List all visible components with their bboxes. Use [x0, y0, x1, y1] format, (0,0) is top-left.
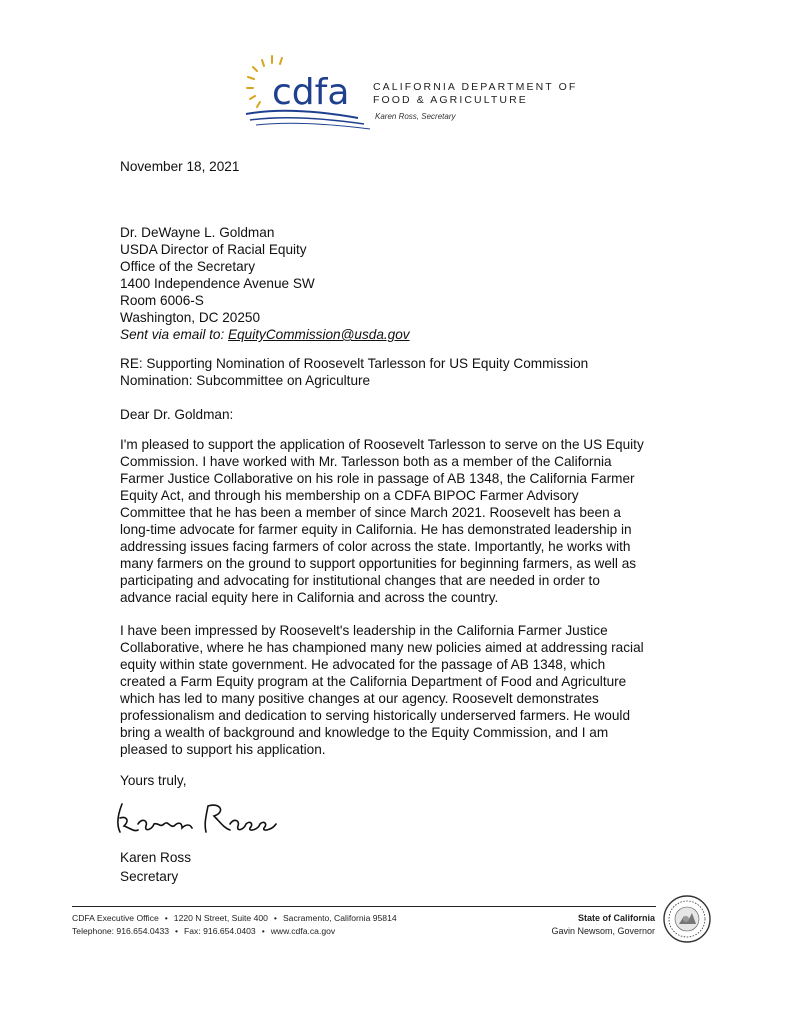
paragraph-line: long-time advocate for farmer equity in California. He has demonstrated leadership in	[120, 522, 632, 537]
recipient-title: USDA Director of Racial Equity	[120, 242, 307, 257]
recipient-street: 1400 Independence Avenue SW	[120, 276, 315, 291]
paragraph-line: Commission. I have worked with Mr. Tarlesson both as a member of the California	[120, 454, 612, 469]
sent-via-email	[120, 326, 410, 343]
paragraph-line: I'm pleased to support the application of Roosevelt Tarlesson to serve on the US Equity	[120, 437, 644, 452]
paragraph-line: professionalism and dedication to serving historically underserved farmers. He would	[120, 708, 631, 723]
subject-block	[120, 355, 588, 389]
paragraph-line: many farmers on the ground to support opportunities for beginning farmers, as well as	[120, 556, 637, 571]
footer-website[interactable]: www.cdfa.ca.gov	[270, 926, 336, 936]
footer-city: Sacramento, California 95814	[282, 913, 397, 923]
state-seal-icon	[662, 894, 712, 944]
recipient-room: Room 6006-S	[120, 293, 204, 308]
email-link[interactable]: EquityCommission@usda.gov	[228, 327, 410, 342]
handwritten-signature	[108, 794, 283, 840]
paragraph-1	[120, 436, 668, 606]
footer-fax: Fax: 916.654.0403	[184, 926, 256, 936]
recipient-address	[120, 224, 410, 343]
subject-line: RE: Supporting Nomination of Roosevelt Tarlesson for US Equity Commission	[120, 356, 589, 371]
recipient-name: Dr. DeWayne L. Goldman	[120, 225, 275, 240]
closing: Yours truly,	[120, 773, 187, 788]
cdfa-logo	[240, 52, 380, 130]
nomination-line: Nomination: Subcommittee on Agriculture	[120, 373, 371, 388]
paragraph-line: advance racial equity here in California and across the country.	[120, 590, 499, 605]
paragraph-line: Collaborative, where he has championed many new policies aimed at addressing racial	[120, 640, 644, 655]
paragraph-line: Committee that he has been a member of since March 2021. Roosevelt has been a	[120, 505, 621, 520]
paragraph-line: Equity Act, and through his membership on a CDFA BIPOC Farmer Advisory	[120, 488, 579, 503]
paragraph-line: created a Farm Equity program at the California Department of Food and Agriculture	[120, 674, 627, 689]
paragraph-line: which has led to many positive changes at our agency. Roosevelt demonstrates	[120, 691, 599, 706]
sent-prefix: Sent via email to:	[120, 327, 229, 342]
paragraph-line: participating and advocating for institutional changes that are needed in order to	[120, 573, 600, 588]
paragraph-line: I have been impressed by Roosevelt's leadership in the California Farmer Justice	[120, 623, 608, 638]
footer-address: 1220 N Street, Suite 400	[173, 913, 268, 923]
recipient-office: Office of the Secretary	[120, 259, 255, 274]
salutation: Dear Dr. Goldman:	[120, 407, 234, 422]
agency-name-line1: CALIFORNIA DEPARTMENT OF	[373, 81, 578, 93]
footer-divider	[72, 906, 656, 907]
agency-name-line2: FOOD & AGRICULTURE	[373, 94, 528, 106]
paragraph-line: Farmer Justice Collaborative on his role in passage of AB 1348, the California Farmer	[120, 471, 635, 486]
paragraph-line: bring a wealth of background and knowledge to the Equity Commission, and I am	[120, 725, 609, 740]
footer-state-name: State of California	[577, 913, 655, 923]
footer-telephone: Telephone: 916.654.0433	[72, 926, 170, 936]
recipient-city: Washington, DC 20250	[120, 310, 261, 325]
signer-title: Secretary	[120, 869, 179, 884]
footer-governor: Gavin Newsom, Governor	[551, 926, 655, 936]
footer-office: CDFA Executive Office	[72, 913, 159, 923]
paragraph-line: addressing issues facing farmers of color across the state. Importantly, he works with	[120, 539, 631, 554]
letter-date: November 18, 2021	[120, 159, 240, 174]
svg-text:cdfa: cdfa	[272, 72, 350, 113]
signer-name: Karen Ross	[120, 850, 192, 865]
footer-state	[551, 912, 655, 938]
paragraph-2	[120, 622, 668, 758]
signer-block	[120, 848, 191, 886]
letterhead-secretary: Karen Ross, Secretary	[375, 112, 456, 121]
footer-contact: CDFA Executive Office • 1220 N Street, Suite 400 • Sacramento, California 95814 Telephone: 916.654.0433 • Fax: 916.654.0403 • www.cdfa.ca.gov	[72, 913, 397, 936]
paragraph-line: equity within state government. He advocated for the passage of AB 1348, which	[120, 657, 606, 672]
paragraph-line: pleased to support his application.	[120, 742, 326, 757]
